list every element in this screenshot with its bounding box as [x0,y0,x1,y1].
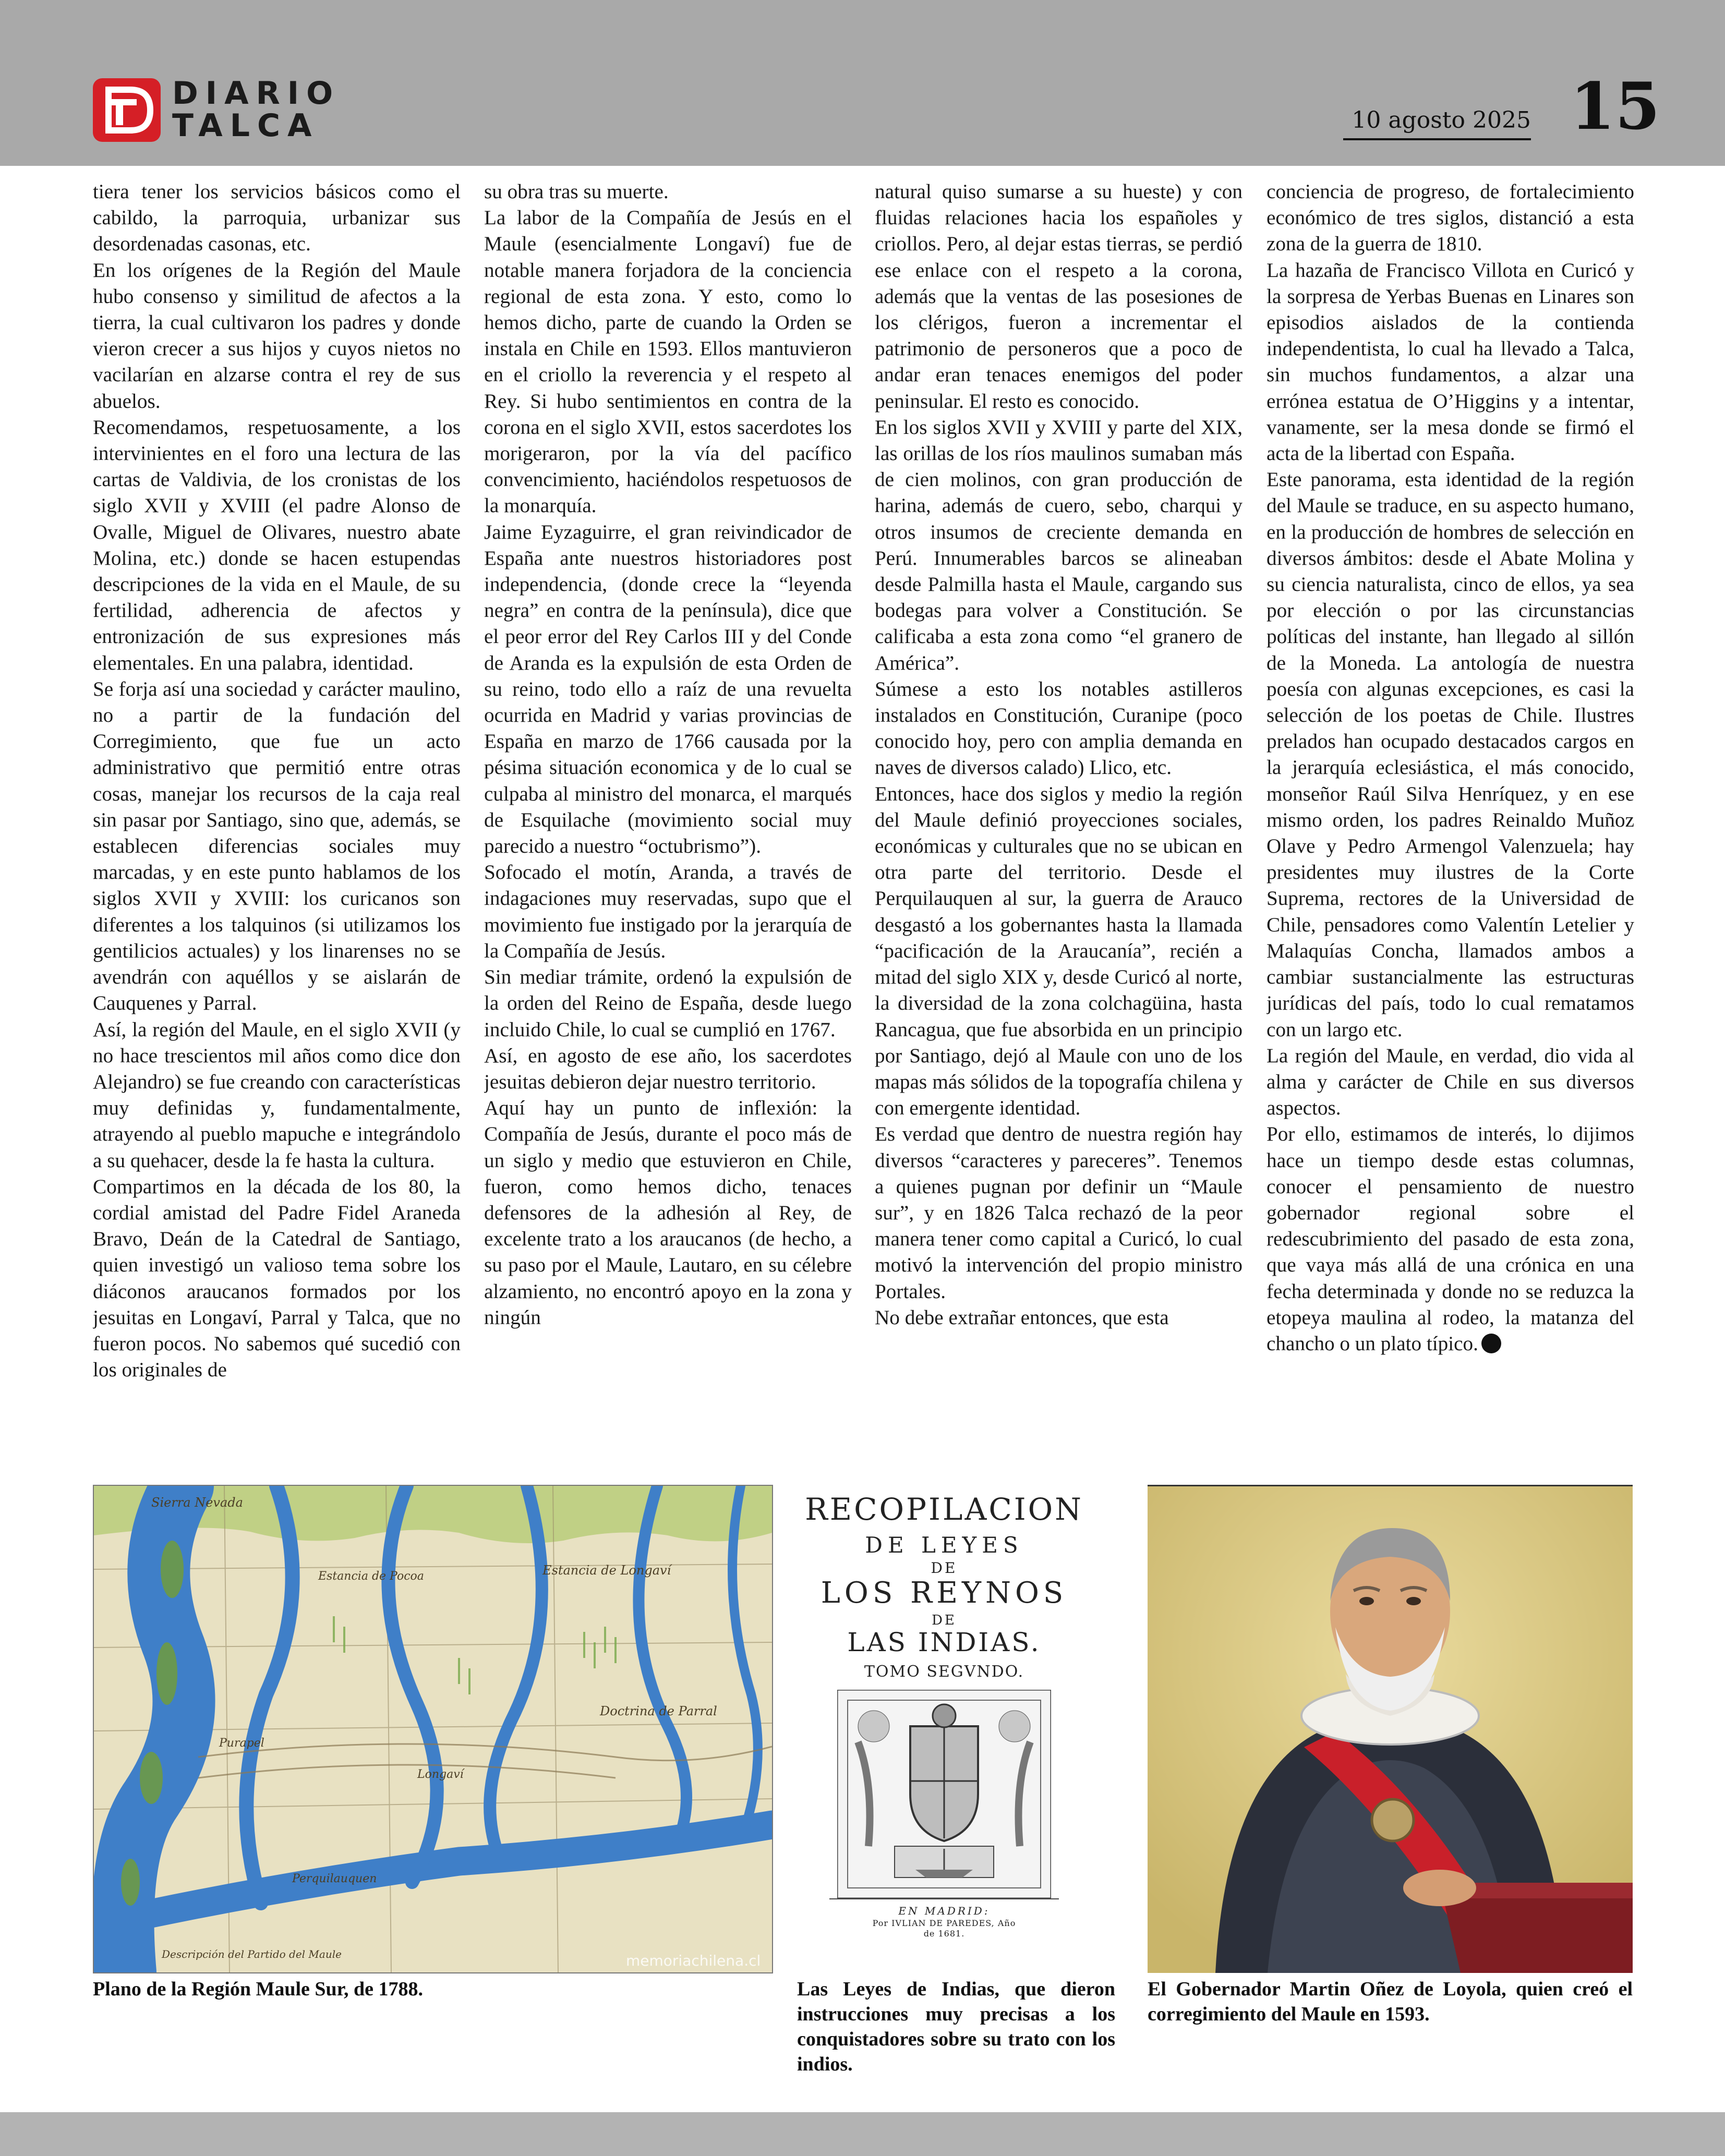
page-footer-band [0,2112,1725,2156]
book-engraving-illustration [837,1690,1051,1898]
brand-line-1: DIARIO [172,75,341,112]
paragraph: Sin mediar trámite, ordenó la expulsión de la orden del Reino de España, desde luego incluido Chile, lo cual se cumplió en 1767. [484,966,852,1041]
paragraph: La labor de la Compañía de Jesús en el Maule (esencialmente Longaví) fue de notable manera forjadora de la conciencia regional de esta zona. Y esto, como lo hemos dicho, parte de cuando la Orden se instala en Chile en 1593. Ellos mantuvieron en el criollo la reverencia y el respeto al Rey. Si hubo sentimientos en contra de la corona en el siglo XVII, estos sacerdotes los morigeraron, por la vía del pacífico convencimiento, haciéndolos respetuosos de la monarquía. [484,207,852,517]
book-caption: Las Leyes de Indias, que dieron instrucciones muy precisas a los conquistadores sobre su trato con los indios. [797,1978,1115,2075]
paragraph: La hazaña de Francisco Villota en Curicó y la sorpresa de Yerbas Buenas en Linares son episodios aislados de la contienda independentista, lo cual ha llevado a Talca, sin muchos fundamentos, a alzar una errónea estatua de O’Higgins y a intentar, vanamente, ser la mesa donde se firmó el acta de la libertad con España. [1266,259,1634,465]
portrait-figure [1148,1485,1633,1973]
book-imprint-line-2: Por IVLIAN DE PAREDES, Año [872,1918,1016,1928]
map-label-perquilauquen: Perquilauquen [292,1872,377,1885]
article-column-1 [93,179,461,1464]
paragraph: Súmese a esto los notables astilleros instalados en Constitución, Curanipe (poco conocido hoy, pero con amplia demanda en naves de diversos calado) Llico, etc. [875,677,1243,779]
map-label-longavi: Longaví [417,1768,464,1781]
map-label-description: Descripción del Partido del Maule [162,1948,342,1960]
governor-portrait-illustration [1148,1486,1633,1973]
book-imprint-line-1: EN MADRID: [898,1905,990,1917]
paragraph: Así, la región del Maule, en el siglo XVII (y no hace trescientos mil años como dice don Alejandro) se fue creando con características muy definidas y, fundamentalmente, atrayendo al pueblo mapuche e integrándolo a su quehacer, desde la fe hasta la cultura. [93,1018,461,1172]
map-figure [93,1485,773,1973]
book-title-line-6: LAS INDIAS. [847,1627,1041,1657]
paragraph: su obra tras su muerte. [484,180,669,203]
article-column-2 [484,179,852,1464]
masthead [0,0,1725,166]
paragraph: Sofocado el motín, Aranda, a través de indagaciones muy reservadas, supo que el movimiento fue instigado por la jerarquía de la Compañía de Jesús. [484,861,852,962]
paragraph-final-text: Por ello, estimamos de interés, lo dijimos hace un tiempo desde estas columnas, conocer el pensamiento de nuestro gobernador regional sobre el redescubrimiento del pasado de esta zona, que vaya más allá de una crónica en una fecha determinada y donde no se reduzca la etopeya maulina al rodeo, la matanza del chancho o un plato típico. [1266,1123,1634,1355]
paragraph: Aquí hay un punto de inflexión: la Compañía de Jesús, durante el poco más de un siglo y medio que estuvieron en Chile, fueron, como hemos dicho, tenaces defensores de la adhesión al Rey, de excelente trato a los araucanos (de hecho, a su paso por el Maule, Lautaro, en su célebre alzamiento, no encontró apoyo en la zona y ningún [484,1097,852,1329]
book-title-line-1: RECOPILACION [805,1492,1083,1527]
map-label-longavi-estancia: Estancia de Longaví [542,1563,671,1578]
page-number: 15 [1570,69,1660,144]
book-imprint-rule [829,1898,1059,1899]
diario-talca-logo-icon [93,78,161,142]
map-label-purapel: Purapel [219,1737,264,1750]
issue-date: 10 agosto 2025 [1352,107,1531,134]
paragraph: La región del Maule, en verdad, dio vida al alma y carácter de Chile en sus diversos aspectos. [1266,1044,1634,1120]
article-column-3 [875,179,1243,1464]
brand-name [172,77,340,142]
map-watermark: memoriachilena.cl [626,1952,761,1969]
book-title-line-3: DE [931,1559,958,1577]
map-label-parral: Doctrina de Parral [600,1704,717,1718]
book-imprint-line-3: de 1681. [923,1929,965,1939]
paragraph: En los siglos XVII y XVIII y parte del XIX, las orillas de los ríos maulinos sumaban más de cien molinos, con gran producción de harina, además de cuero, sebo, charqui y otros insumos de creciente demanda en Perú. Innumerables barcos se alineaban desde Palmilla hasta el Maule, cargando sus bodegas para volver a Constitución. Se calificaba a esta zona como “el granero de América”. [875,416,1243,674]
date-underline [1343,138,1531,140]
paragraph: Recomendamos, respetuosamente, a los intervinientes en el foro una lectura de las cartas de Valdivia, de los cronistas de los siglo XVII y XVIII (el padre Alonso de Ovalle, Miguel de Olivares, nuestro abate Molina, etc.) donde se hacen estupendas descripciones de la vida en el Maule, de su fertilidad, adherencia de afectos y entronización de sus expresiones más elementales. En una palabra, identidad. [93,416,461,674]
paragraph: tiera tener los servicios básicos como el cabildo, la parroquia, urbanizar sus desordenadas casonas, etc. [93,180,461,256]
paragraph: Este panorama, esta identidad de la región del Maule se traduce, en su aspecto humano, en la producción de hombres de selección en diversos ámbitos: desde el Abate Molina y su ciencia naturalista, cinco de ellos, ya sea por elección o por las circunstancias políticas del instante, han llegado al sillón de la Moneda. La antología de nuestra poesía con algunas excepciones, es casi la selección de los poetas de Chile. Ilustres prelados han ocupado destacados cargos en la jerarquía eclesiástica, el más conocido, monseñor Raúl Silva Henríquez, y en ese mismo orden, los padres Reinaldo Muñoz Olave y Pedro Armengol Valenzuela; hay presidentes muy ilustres de la Corte Suprema, rectores de la Universidad de Chile, pensadores como Valentín Letelier y Malaquías Concha, llamados ambos a cambiar sustancialmente las estructuras jurídicas del país, todo lo cual rematamos con un largo etc. [1266,468,1634,1041]
paragraph: Es verdad que dentro de nuestra región hay diversos “caracteres y pareceres”. Tenemos a quienes pugnan por definir un “Maule sur”, y en 1826 Talca rechazó de la peor manera tener como capital a Curicó, lo cual motivó la intervención del propio ministro Portales. [875,1123,1243,1303]
paragraph: Entonces, hace dos siglos y medio la región del Maule definió proyecciones sociales, económicas y culturales que no se ubican en otra parte del territorio. Desde el Perquilauquen al sur, la guerra de Arauco desgastó a los gobernantes hasta la llamada “pacificación de la Araucanía”, recién a mitad del siglo XIX y, desde Curicó al norte, la diversidad de la zona colchagüina, hasta Rancagua, que fue absorbida en un principio por Santiago, dejó al Maule con uno de los mapas más sólidos de la topografía chilena y con emergente identidad. [875,782,1243,1120]
paragraph: No debe extrañar entonces, que esta [875,1306,1169,1329]
paragraph: Jaime Eyzaguirre, el gran reivindicador de España ante nuestros historiadores post independencia, (donde crece la “leyenda negra” en contra de la península), dice que el peor error del Rey Carlos III y del Conde de Aranda es la expulsión de esta Orden de su reino, todo ello a raíz de una revuelta ocurrida en Madrid y varias provincias de España en marzo de 1766 causada por la pésima situación economica y de lo cual se culpaba al ministro del monarca, el marqués de Esquilache (movimiento social muy parecido a nuestro “octubrismo”). [484,520,852,858]
paragraph: Así, en agosto de ese año, los sacerdotes jesuitas debieron dejar nuestro territorio. [484,1044,852,1093]
historic-map-illustration [94,1486,772,1972]
portrait-caption: El Gobernador Martin Oñez de Loyola, quien creó el corregimiento del Maule en 1593. [1148,1978,1633,2025]
book-title-line-7: TOMO SEGVNDO. [864,1663,1024,1681]
paragraph: conciencia de progreso, de fortalecimiento económico de tres siglos, distanció a esta zona de la guerra de 1810. [1266,180,1634,256]
paragraph-final [1266,1121,1634,1357]
paragraph: Compartimos en la década de los 80, la cordial amistad del Padre Fidel Araneda Bravo, Deán de la Catedral de Santiago, quien investigó un valioso tema sobre los diáconos araucanos formados por los jesuitas en Longaví, Parral y Talca, que no fueron pocos. No sabemos qué sucedió con los originales de [93,1175,461,1382]
article-column-4 [1266,179,1634,1464]
end-of-article-icon [1481,1334,1501,1353]
paragraph: natural quiso sumarse a su hueste) y con fluidas relaciones hacia los españoles y criollos. Pero, al dejar estas tierras, se perdió ese enlace con el respeto a la corona, además que la ventas de las posesiones de los clérigos, fueron a incrementar el patrimonio de personeros que a poco de andar eran tenaces enemigos del poder peninsular. El resto es conocido. [875,180,1243,413]
book-title-line-5: DE [932,1613,957,1628]
book-title-line-2: DE LEYES [865,1532,1023,1558]
map-caption: Plano de la Región Maule Sur, de 1788. [93,1978,424,2000]
paragraph: Se forja así una sociedad y carácter maulino, no a partir de la fundación del Corregimiento, que fue un acto administrativo que permitió entre otras cosas, manejar los recursos de la caja real sin pasar por Santiago, sino que, además, se establecen diferencias sociales muy marcadas, y en este punto hablamos de los siglos XVII y XVIII: los curicanos son diferentes a los talquinos (si utilizamos los gentilicios actuales) y los linarenses no se avendrán con aquéllos y se aislarán de Cauquenes y Parral. [93,677,461,1015]
paragraph: En los orígenes de la Región del Maule hubo consenso y similitud de afectos a la tierra, la cual cultivaron los padres y donde vieron crecer a sus hijos y cuyos nietos no vacilarían en alzarse contra el rey de sus abuelos. [93,259,461,413]
book-title-line-4: LOS REYNOS [821,1576,1068,1610]
map-label-sierra: Sierra Nevada [151,1495,243,1510]
book-figure [793,1492,1095,1940]
map-label-pocoa: Estancia de Pocoa [318,1570,424,1583]
brand-line-2: TALCA [172,107,319,144]
